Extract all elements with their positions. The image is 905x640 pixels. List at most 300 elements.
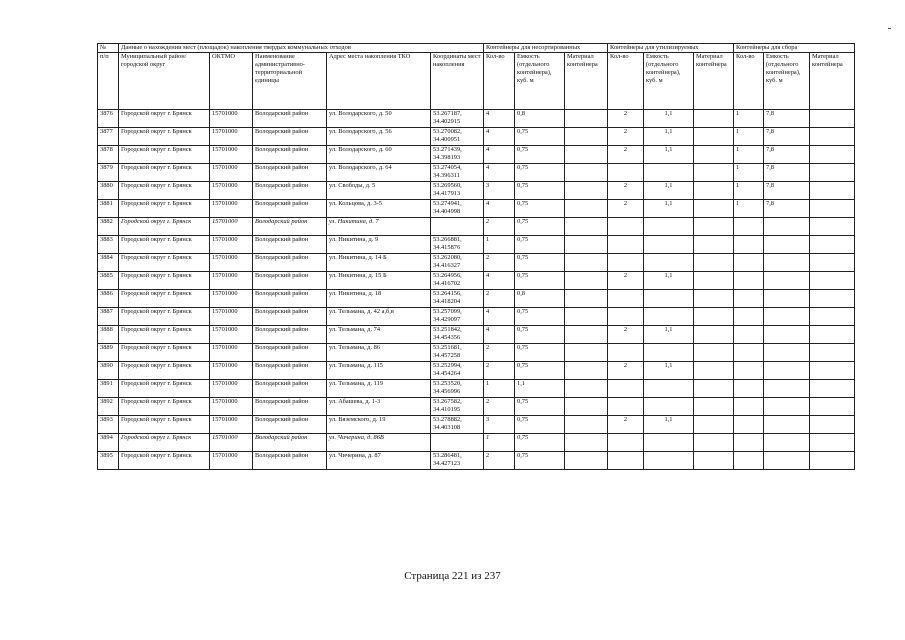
unsorted-volume-cell: 0,75: [515, 218, 565, 236]
unsorted-count-cell: 1: [484, 236, 515, 254]
waste-sites-table: [97, 43, 855, 470]
address-cell: ул. Володарского, д. 50: [327, 110, 431, 128]
unsorted-count-cell: 1: [484, 434, 515, 452]
address-cell: ул. Володарского, д. 56: [327, 128, 431, 146]
unsorted-volume-cell: 0,75: [515, 326, 565, 344]
unsorted-material-cell: [565, 128, 608, 146]
oktmo-cell: 15701000: [210, 434, 253, 452]
unsorted-material-cell: [565, 380, 608, 398]
row-number: 3892: [98, 398, 119, 416]
table-row: [98, 236, 855, 254]
unsorted-volume-cell: 0,75: [515, 182, 565, 200]
header-row-groups: [98, 44, 855, 53]
unsorted-material-cell: [565, 416, 608, 434]
unsorted-material-cell: [565, 200, 608, 218]
unsorted-material-cell: [565, 272, 608, 290]
row-number: 3889: [98, 344, 119, 362]
header-num-top: №: [98, 44, 119, 53]
recycle-count-cell: 2: [608, 272, 644, 290]
municipality-cell: Городской округ г. Брянск: [119, 164, 210, 182]
recycle-count-cell: 2: [608, 146, 644, 164]
collect-material-cell: [810, 236, 855, 254]
unsorted-volume-cell: 0,75: [515, 452, 565, 470]
table-row: [98, 434, 855, 452]
recycle-count-cell: 2: [608, 362, 644, 380]
recycle-count-cell: 2: [608, 128, 644, 146]
table-body: [98, 110, 855, 470]
recycle-material-cell: [694, 254, 734, 272]
municipality-cell: Городской округ г. Брянск: [119, 236, 210, 254]
collect-volume-cell: 7,8: [764, 146, 810, 164]
municipality-cell: Городской округ г. Брянск: [119, 182, 210, 200]
municipality-cell: Городской округ г. Брянск: [119, 218, 210, 236]
collect-volume-cell: 7,8: [764, 110, 810, 128]
oktmo-cell: 15701000: [210, 254, 253, 272]
recycle-volume-cell: 1,1: [644, 110, 694, 128]
recycle-material-cell: [694, 182, 734, 200]
row-number: 3884: [98, 254, 119, 272]
recycle-volume-cell: [644, 452, 694, 470]
table-row: [98, 218, 855, 236]
header-address: Адрес места накопления ТКО: [327, 53, 431, 110]
header-municipality: Муниципальный район/городской округ: [119, 53, 210, 110]
coords-cell: 53.266881, 34.415876: [431, 236, 484, 254]
row-number: 3876: [98, 110, 119, 128]
row-number: 3877: [98, 128, 119, 146]
territory-cell: Володарский район: [253, 272, 327, 290]
territory-cell: Володарский район: [253, 416, 327, 434]
territory-cell: Володарский район: [253, 344, 327, 362]
collect-material-cell: [810, 308, 855, 326]
territory-cell: Володарский район: [253, 308, 327, 326]
oktmo-cell: 15701000: [210, 290, 253, 308]
address-cell: ул. Володарского, д. 64: [327, 164, 431, 182]
recycle-material-cell: [694, 362, 734, 380]
table-row: [98, 146, 855, 164]
territory-cell: Володарский район: [253, 380, 327, 398]
address-cell: ул. Кольцова, д. 3-5: [327, 200, 431, 218]
row-number: 3888: [98, 326, 119, 344]
recycle-count-cell: [608, 164, 644, 182]
header-group-location: Данные о нахождении мест (площадок) накопления твердых коммунальных отходов: [119, 44, 484, 53]
collect-material-cell: [810, 254, 855, 272]
recycle-material-cell: [694, 452, 734, 470]
address-cell: ул. Свободы, д. 5: [327, 182, 431, 200]
coords-cell: 53.270082, 34.400951: [431, 128, 484, 146]
coords-cell: 53.251842, 34.454356: [431, 326, 484, 344]
recycle-material-cell: [694, 326, 734, 344]
unsorted-count-cell: 2: [484, 290, 515, 308]
collect-count-cell: [734, 254, 764, 272]
oktmo-cell: 15701000: [210, 200, 253, 218]
collect-volume-cell: [764, 362, 810, 380]
recycle-material-cell: [694, 380, 734, 398]
recycle-volume-cell: [644, 344, 694, 362]
recycle-volume-cell: 1,1: [644, 416, 694, 434]
territory-cell: Володарский район: [253, 218, 327, 236]
oktmo-cell: 15701000: [210, 218, 253, 236]
collect-material-cell: [810, 218, 855, 236]
oktmo-cell: 15701000: [210, 146, 253, 164]
coords-cell: 53.253520, 34.456996: [431, 380, 484, 398]
oktmo-cell: 15701000: [210, 308, 253, 326]
recycle-material-cell: [694, 272, 734, 290]
coords-cell: 53.274941, 34.404998: [431, 200, 484, 218]
unsorted-count-cell: 1: [484, 380, 515, 398]
recycle-count-cell: [608, 290, 644, 308]
unsorted-count-cell: 4: [484, 326, 515, 344]
unsorted-count-cell: 2: [484, 398, 515, 416]
collect-count-cell: 1: [734, 128, 764, 146]
collect-count-cell: [734, 290, 764, 308]
oktmo-cell: 15701000: [210, 128, 253, 146]
table-row: [98, 416, 855, 434]
table-row: [98, 128, 855, 146]
recycle-material-cell: [694, 164, 734, 182]
table-row: [98, 110, 855, 128]
unsorted-material-cell: [565, 182, 608, 200]
oktmo-cell: 15701000: [210, 398, 253, 416]
table-row: [98, 272, 855, 290]
collect-material-cell: [810, 128, 855, 146]
collect-material-cell: [810, 380, 855, 398]
page-number: Страница 221 из 237: [404, 570, 501, 582]
table-row: [98, 290, 855, 308]
table-row: [98, 182, 855, 200]
municipality-cell: Городской округ г. Брянск: [119, 344, 210, 362]
row-number: 3880: [98, 182, 119, 200]
table-row: [98, 344, 855, 362]
unsorted-volume-cell: 0,75: [515, 308, 565, 326]
collect-volume-cell: [764, 398, 810, 416]
unsorted-count-cell: 4: [484, 110, 515, 128]
unsorted-volume-cell: 0,75: [515, 272, 565, 290]
municipality-cell: Городской округ г. Брянск: [119, 452, 210, 470]
collect-volume-cell: [764, 326, 810, 344]
oktmo-cell: 15701000: [210, 326, 253, 344]
unsorted-volume-cell: 0,75: [515, 146, 565, 164]
unsorted-count-cell: 4: [484, 146, 515, 164]
oktmo-cell: 15701000: [210, 344, 253, 362]
recycle-volume-cell: 1,1: [644, 146, 694, 164]
oktmo-cell: 15701000: [210, 182, 253, 200]
collect-count-cell: 1: [734, 110, 764, 128]
unsorted-material-cell: [565, 146, 608, 164]
collect-volume-cell: [764, 380, 810, 398]
header-unsorted-count: Кол-во: [484, 53, 515, 110]
header-unsorted-material: Материал контейнера: [565, 53, 608, 110]
territory-cell: Володарский район: [253, 326, 327, 344]
recycle-count-cell: 2: [608, 182, 644, 200]
row-number: 3881: [98, 200, 119, 218]
table-row: [98, 254, 855, 272]
oktmo-cell: 15701000: [210, 272, 253, 290]
collect-volume-cell: 7,8: [764, 128, 810, 146]
unsorted-material-cell: [565, 290, 608, 308]
unsorted-volume-cell: 0,75: [515, 164, 565, 182]
header-coords: Координаты мест накопления: [431, 53, 484, 110]
collect-count-cell: 1: [734, 164, 764, 182]
recycle-volume-cell: 1,1: [644, 326, 694, 344]
collect-volume-cell: [764, 344, 810, 362]
collect-volume-cell: [764, 254, 810, 272]
header-recycle-material: Материал контейнера: [694, 53, 734, 110]
collect-count-cell: [734, 326, 764, 344]
address-cell: ул. Никитина, д. 18: [327, 290, 431, 308]
recycle-volume-cell: [644, 290, 694, 308]
recycle-volume-cell: [644, 254, 694, 272]
unsorted-count-cell: 2: [484, 452, 515, 470]
unsorted-volume-cell: 0,75: [515, 416, 565, 434]
address-cell: ул. Тельмана, д. 42 а,б,в: [327, 308, 431, 326]
address-cell: ул. Никитина, д. 15 Б: [327, 272, 431, 290]
recycle-volume-cell: [644, 434, 694, 452]
recycle-count-cell: [608, 218, 644, 236]
unsorted-material-cell: [565, 362, 608, 380]
collect-material-cell: [810, 362, 855, 380]
row-number: 3885: [98, 272, 119, 290]
collect-count-cell: 1: [734, 146, 764, 164]
address-cell: ул. Володарского, д. 60: [327, 146, 431, 164]
recycle-volume-cell: 1,1: [644, 128, 694, 146]
recycle-volume-cell: 1,1: [644, 272, 694, 290]
row-number: 3879: [98, 164, 119, 182]
collect-material-cell: [810, 272, 855, 290]
collect-material-cell: [810, 110, 855, 128]
unsorted-material-cell: [565, 308, 608, 326]
unsorted-volume-cell: 0,75: [515, 254, 565, 272]
collect-material-cell: [810, 200, 855, 218]
coords-cell: 53.264156, 34.418204: [431, 290, 484, 308]
recycle-volume-cell: [644, 218, 694, 236]
coords-cell: 53.269560, 34.417913: [431, 182, 484, 200]
municipality-cell: Городской округ г. Брянск: [119, 326, 210, 344]
unsorted-volume-cell: 0,75: [515, 128, 565, 146]
table-row: [98, 380, 855, 398]
collect-material-cell: [810, 146, 855, 164]
unsorted-material-cell: [565, 218, 608, 236]
municipality-cell: Городской округ г. Брянск: [119, 362, 210, 380]
recycle-volume-cell: 1,1: [644, 362, 694, 380]
collect-material-cell: [810, 326, 855, 344]
recycle-volume-cell: [644, 164, 694, 182]
header-unsorted-volume: Емкость (отдельного контейнера), куб. м: [515, 53, 565, 110]
unsorted-count-cell: 4: [484, 128, 515, 146]
unsorted-material-cell: [565, 254, 608, 272]
waste-sites-table-container: [97, 43, 855, 470]
oktmo-cell: 15701000: [210, 164, 253, 182]
collect-volume-cell: [764, 218, 810, 236]
collect-material-cell: [810, 164, 855, 182]
unsorted-count-cell: 2: [484, 362, 515, 380]
unsorted-count-cell: 2: [484, 218, 515, 236]
oktmo-cell: 15701000: [210, 416, 253, 434]
recycle-count-cell: [608, 254, 644, 272]
address-cell: ул. Чичерина, д. 87: [327, 452, 431, 470]
unsorted-material-cell: [565, 452, 608, 470]
coords-cell: 53.264956, 34.416702: [431, 272, 484, 290]
municipality-cell: Городской округ г. Брянск: [119, 416, 210, 434]
unsorted-material-cell: [565, 326, 608, 344]
collect-count-cell: [734, 362, 764, 380]
territory-cell: Володарский район: [253, 164, 327, 182]
unsorted-count-cell: 4: [484, 200, 515, 218]
recycle-material-cell: [694, 344, 734, 362]
recycle-material-cell: [694, 398, 734, 416]
oktmo-cell: 15701000: [210, 452, 253, 470]
coords-cell: 53.252994, 34.454264: [431, 362, 484, 380]
recycle-count-cell: 2: [608, 200, 644, 218]
header-collect-material: Материал контейнера: [810, 53, 855, 110]
territory-cell: Володарский район: [253, 398, 327, 416]
address-cell: ул. Тельмана, д. 86: [327, 344, 431, 362]
unsorted-material-cell: [565, 236, 608, 254]
collect-count-cell: [734, 344, 764, 362]
collect-count-cell: [734, 398, 764, 416]
municipality-cell: Городской округ г. Брянск: [119, 200, 210, 218]
address-cell: ул. Тельмана, д. 119: [327, 380, 431, 398]
collect-count-cell: [734, 416, 764, 434]
territory-cell: Володарский район: [253, 434, 327, 452]
row-number: 3891: [98, 380, 119, 398]
page-corner-mark: [888, 28, 891, 29]
coords-cell: 53.271439, 34.398193: [431, 146, 484, 164]
row-number: 3895: [98, 452, 119, 470]
municipality-cell: Городской округ г. Брянск: [119, 272, 210, 290]
header-collect-count: Кол-во: [734, 53, 764, 110]
collect-count-cell: [734, 452, 764, 470]
table-row: [98, 200, 855, 218]
collect-count-cell: [734, 380, 764, 398]
territory-cell: Володарский район: [253, 146, 327, 164]
unsorted-count-cell: 3: [484, 182, 515, 200]
coords-cell: 53.257099, 34.429097: [431, 308, 484, 326]
recycle-count-cell: [608, 434, 644, 452]
header-recycle-count: Кол-во: [608, 53, 644, 110]
territory-cell: Володарский район: [253, 110, 327, 128]
coords-cell: 53.286481, 34.427123: [431, 452, 484, 470]
unsorted-volume-cell: 0,75: [515, 200, 565, 218]
header-collect-volume: Емкость (отдельного контейнера), куб. м: [764, 53, 810, 110]
collect-volume-cell: [764, 416, 810, 434]
collect-material-cell: [810, 416, 855, 434]
recycle-count-cell: [608, 236, 644, 254]
recycle-material-cell: [694, 434, 734, 452]
coords-cell: 53.267187, 34.402915: [431, 110, 484, 128]
recycle-material-cell: [694, 110, 734, 128]
table-row: [98, 452, 855, 470]
municipality-cell: Городской округ г. Брянск: [119, 434, 210, 452]
recycle-count-cell: 2: [608, 416, 644, 434]
header-group-recycle: Контейнеры для утилизируемых: [608, 44, 734, 53]
unsorted-volume-cell: 0,8: [515, 290, 565, 308]
unsorted-material-cell: [565, 398, 608, 416]
collect-volume-cell: [764, 452, 810, 470]
address-cell: ул. Никитина, д. 9: [327, 236, 431, 254]
collect-count-cell: 1: [734, 182, 764, 200]
unsorted-volume-cell: 0,8: [515, 110, 565, 128]
recycle-volume-cell: 1,1: [644, 182, 694, 200]
unsorted-volume-cell: 0,75: [515, 398, 565, 416]
coords-cell: 53.267582, 34.410195: [431, 398, 484, 416]
municipality-cell: Городской округ г. Брянск: [119, 380, 210, 398]
recycle-count-cell: [608, 380, 644, 398]
municipality-cell: Городской округ г. Брянск: [119, 110, 210, 128]
collect-material-cell: [810, 398, 855, 416]
collect-volume-cell: [764, 290, 810, 308]
collect-volume-cell: [764, 308, 810, 326]
territory-cell: Володарский район: [253, 128, 327, 146]
recycle-volume-cell: [644, 308, 694, 326]
table-row: [98, 326, 855, 344]
territory-cell: Володарский район: [253, 290, 327, 308]
recycle-volume-cell: [644, 398, 694, 416]
oktmo-cell: 15701000: [210, 380, 253, 398]
unsorted-count-cell: 2: [484, 254, 515, 272]
unsorted-volume-cell: 0,75: [515, 434, 565, 452]
recycle-count-cell: [608, 398, 644, 416]
address-cell: ул. Вяземского, д. 19: [327, 416, 431, 434]
oktmo-cell: 15701000: [210, 362, 253, 380]
collect-volume-cell: [764, 434, 810, 452]
recycle-material-cell: [694, 128, 734, 146]
unsorted-count-cell: 4: [484, 164, 515, 182]
table-row: [98, 164, 855, 182]
coords-cell: [431, 218, 484, 236]
collect-count-cell: [734, 434, 764, 452]
collect-volume-cell: 7,8: [764, 164, 810, 182]
oktmo-cell: 15701000: [210, 236, 253, 254]
unsorted-count-cell: 4: [484, 272, 515, 290]
unsorted-count-cell: 2: [484, 344, 515, 362]
table-row: [98, 398, 855, 416]
collect-material-cell: [810, 434, 855, 452]
coords-cell: 53.274054, 34.396311: [431, 164, 484, 182]
coords-cell: 53.251681, 34.457258: [431, 344, 484, 362]
municipality-cell: Городской округ г. Брянск: [119, 128, 210, 146]
collect-count-cell: 1: [734, 200, 764, 218]
municipality-cell: Городской округ г. Брянск: [119, 308, 210, 326]
territory-cell: Володарский район: [253, 452, 327, 470]
unsorted-material-cell: [565, 164, 608, 182]
unsorted-volume-cell: 1,1: [515, 380, 565, 398]
recycle-material-cell: [694, 416, 734, 434]
recycle-count-cell: 2: [608, 110, 644, 128]
address-cell: ул. Абашева, д. 1-3: [327, 398, 431, 416]
row-number: 3887: [98, 308, 119, 326]
oktmo-cell: 15701000: [210, 110, 253, 128]
header-group-unsorted: Контейнеры для несортированных: [484, 44, 608, 53]
address-cell: ул. Никитина, д. 7: [327, 218, 431, 236]
row-number: 3882: [98, 218, 119, 236]
territory-cell: Володарский район: [253, 200, 327, 218]
header-num-bottom: п/п: [98, 53, 119, 110]
municipality-cell: Городской округ г. Брянск: [119, 290, 210, 308]
recycle-material-cell: [694, 200, 734, 218]
unsorted-count-cell: 4: [484, 308, 515, 326]
address-cell: ул. Чичерина, д. 86В: [327, 434, 431, 452]
recycle-count-cell: [608, 344, 644, 362]
row-number: 3886: [98, 290, 119, 308]
unsorted-volume-cell: 0,75: [515, 344, 565, 362]
recycle-count-cell: [608, 452, 644, 470]
collect-material-cell: [810, 452, 855, 470]
unsorted-material-cell: [565, 344, 608, 362]
row-number: 3883: [98, 236, 119, 254]
collect-volume-cell: [764, 236, 810, 254]
recycle-material-cell: [694, 236, 734, 254]
recycle-material-cell: [694, 308, 734, 326]
